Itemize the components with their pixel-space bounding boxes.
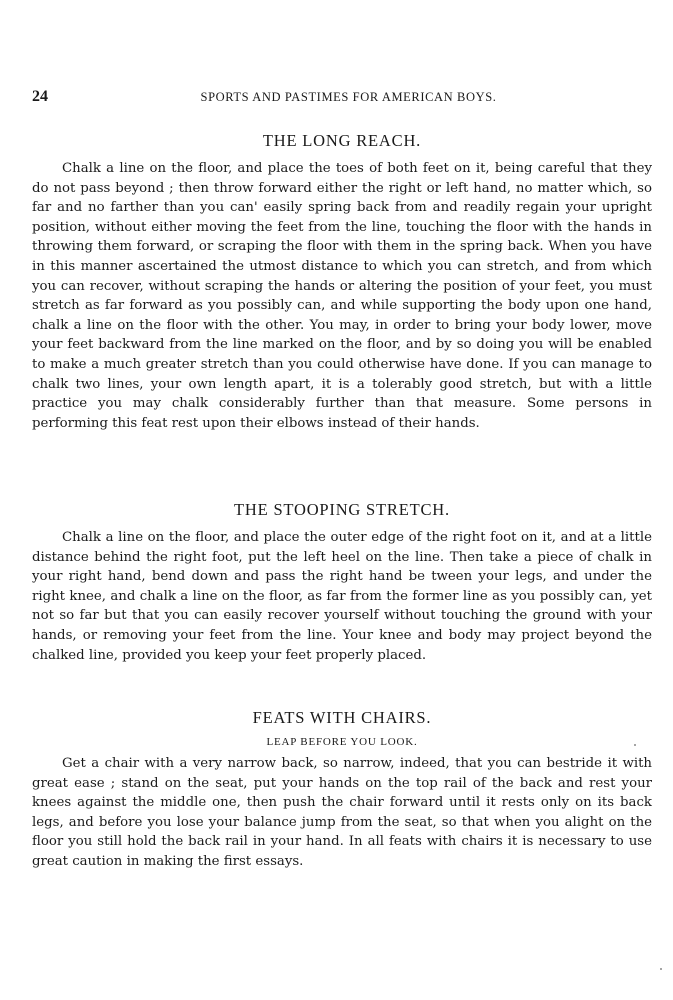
section-paragraph: Get a chair with a very narrow back, so narrow, indeed, that you can bestride it with great ease ; stand on the seat, put your hands on the top rail of the back and rest your knees against the middle one, then push the chair forward until it rests only on its back legs, and before you lose your balance jump from the seat, so that when you alight on the floor you still hold the back rail in your hand. In all feats with chairs it is necessary to use great caution in making the first essays. xyxy=(32,756,652,869)
page-number: 24 xyxy=(32,88,48,105)
section-subheading: LEAP BEFORE YOU LOOK. xyxy=(266,736,418,748)
paper-speck xyxy=(634,744,636,746)
running-head xyxy=(32,88,653,108)
section-paragraph: Chalk a line on the floor, and place the outer edge of the right foot on it, and at a little distance behind the right foot, put the left heel on the line. Then take a piece of chalk in your right hand, bend down and pass the right hand be tween your legs, and under the right knee, and chalk a line on the floor, as far from the former line as you possibly can, yet not so far but that you can easily recover yourself without touching the ground with your hands, or removing your feet from the line. Your knee and body may project beyond the chalked line, provided you keep your feet properly placed. xyxy=(32,530,652,663)
section-long-reach xyxy=(32,131,652,433)
book-title: SPORTS AND PASTIMES FOR AMERICAN BOYS. xyxy=(200,90,497,104)
section-heading: THE STOOPING STRETCH. xyxy=(234,500,450,519)
paper-speck xyxy=(660,968,662,970)
section-stooping-stretch xyxy=(32,500,652,665)
section-heading: THE LONG REACH. xyxy=(262,131,422,150)
section-paragraph: Chalk a line on the floor, and place the toes of both feet on it, being careful that they do not pass beyond ; then throw forward either the right or left hand, no matter which, so far and no farther than you can' easily spring back from and readily regain your upright position, without either moving the feet from the line, touching the floor with the hands in throwing them forward, or scraping the floor with them in the spring back. When you have in this manner ascertained the utmost distance to which you can stretch, and from which you can recover, without scraping the hands or altering the position of your feet, you must stretch as far forward as you possibly can, and while supporting the body upon one hand, chalk a line on the floor with the other. You may, in order to bring your body lower, move your feet backward from the line marked on the floor, and by so doing you will be enabled to make a much greater stretch than you could otherwise have done. If you can manage to chalk two lines, your own length apart, it is a tolerably good stretch, but with a little practice you may chalk considerably further than that measure. Some persons in performing this feat rest upon their elbows instead of their hands. xyxy=(32,161,652,431)
section-heading: FEATS WITH CHAIRS. xyxy=(252,708,432,727)
section-feats-with-chairs xyxy=(32,708,652,872)
